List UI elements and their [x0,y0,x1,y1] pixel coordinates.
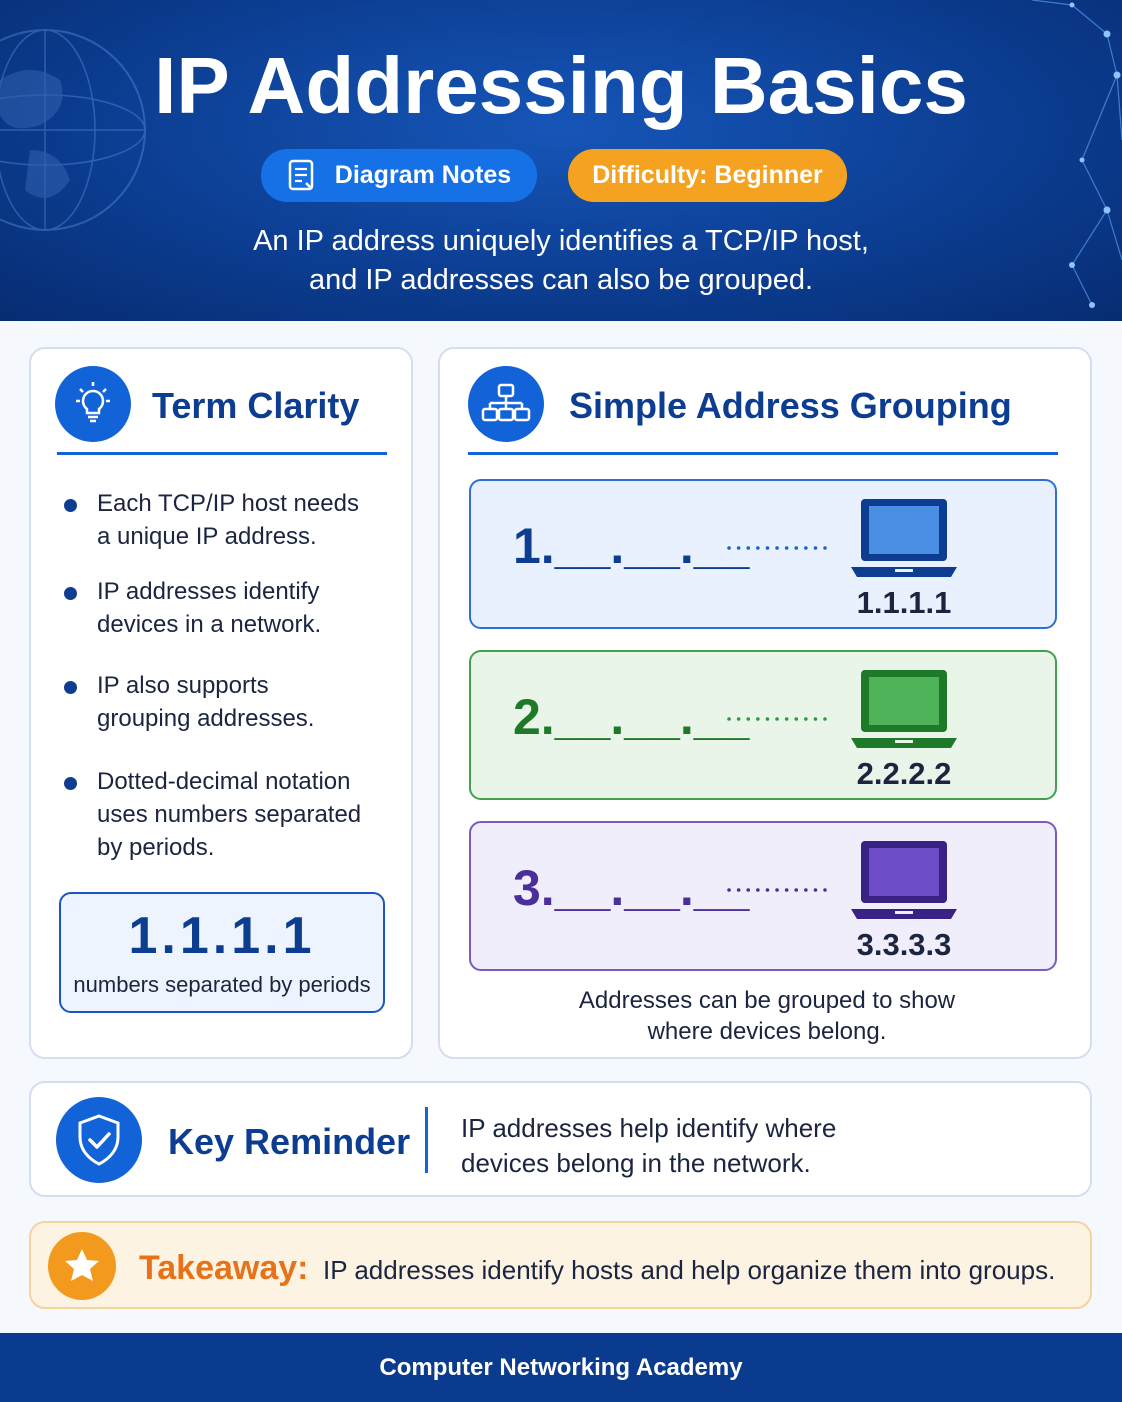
list-item: Each TCP/IP host needs a unique IP address. [62,487,392,553]
group-device-address: 1.1.1.1 [856,585,952,620]
header-banner [0,0,1122,321]
network-hierarchy-icon [468,366,544,442]
term-clarity-title: Term Clarity [152,385,360,426]
takeaway-text: IP addresses identify hosts and help organize them into groups. [323,1255,1056,1285]
takeaway-label: Takeaway: [139,1249,309,1287]
shield-check-icon [56,1097,142,1183]
address-grouping-card [438,347,1092,1059]
reminder-divider [425,1107,428,1173]
key-reminder-text: IP addresses help identify where devices belong in the network. [461,1113,837,1178]
list-item: IP also supports grouping addresses. [62,669,392,735]
address-grouping-divider [468,452,1058,455]
takeaway-card [29,1221,1092,1309]
list-item: Dotted-decimal notation uses numbers separated by periods. [62,765,392,864]
dotted-decimal-example [59,892,385,1013]
group-device-address: 3.3.3.3 [856,927,952,962]
address-grouping-title: Simple Address Grouping [569,385,1012,426]
key-reminder-card [29,1081,1092,1197]
laptop-icon [849,497,959,581]
dotted-connector [727,545,827,551]
subtitle-line-2: and IP addresses can also be grouped. [308,264,814,296]
address-group-3 [469,821,1057,971]
laptop-icon [849,668,959,752]
diagram-notes-label: Diagram Notes [334,161,512,189]
grouping-caption: Addresses can be grouped to show where devices belong. [578,987,956,1045]
diagram-notes-badge [261,149,537,202]
example-ip-value: 1.1.1.1 [128,907,316,965]
star-icon [48,1232,116,1300]
page-title: IP Addressing Basics [154,41,968,130]
address-group-1 [469,479,1057,629]
group-prefix: 2.__.__.__ [513,689,750,745]
group-prefix: 1.__.__.__ [513,518,750,574]
lightbulb-icon [55,366,131,442]
key-reminder-title: Key Reminder [168,1121,411,1162]
term-clarity-card [29,347,413,1059]
example-caption: numbers separated by periods [73,972,371,997]
page-subtitle [0,222,1122,300]
address-group-2 [469,650,1057,800]
notes-icon [287,159,317,193]
term-clarity-divider [57,452,387,455]
subtitle-line-1: An IP address uniquely identifies a TCP/IP host, [253,225,869,257]
term-clarity-list [62,487,392,864]
list-item: IP addresses identify devices in a network. [62,575,392,641]
difficulty-badge: Difficulty: Beginner [568,149,847,202]
dotted-connector [727,716,827,722]
dotted-connector [727,887,827,893]
laptop-icon [849,839,959,923]
group-device-address: 2.2.2.2 [856,756,952,791]
group-prefix: 3.__.__.__ [513,860,750,916]
footer: Computer Networking Academy [0,1333,1122,1402]
